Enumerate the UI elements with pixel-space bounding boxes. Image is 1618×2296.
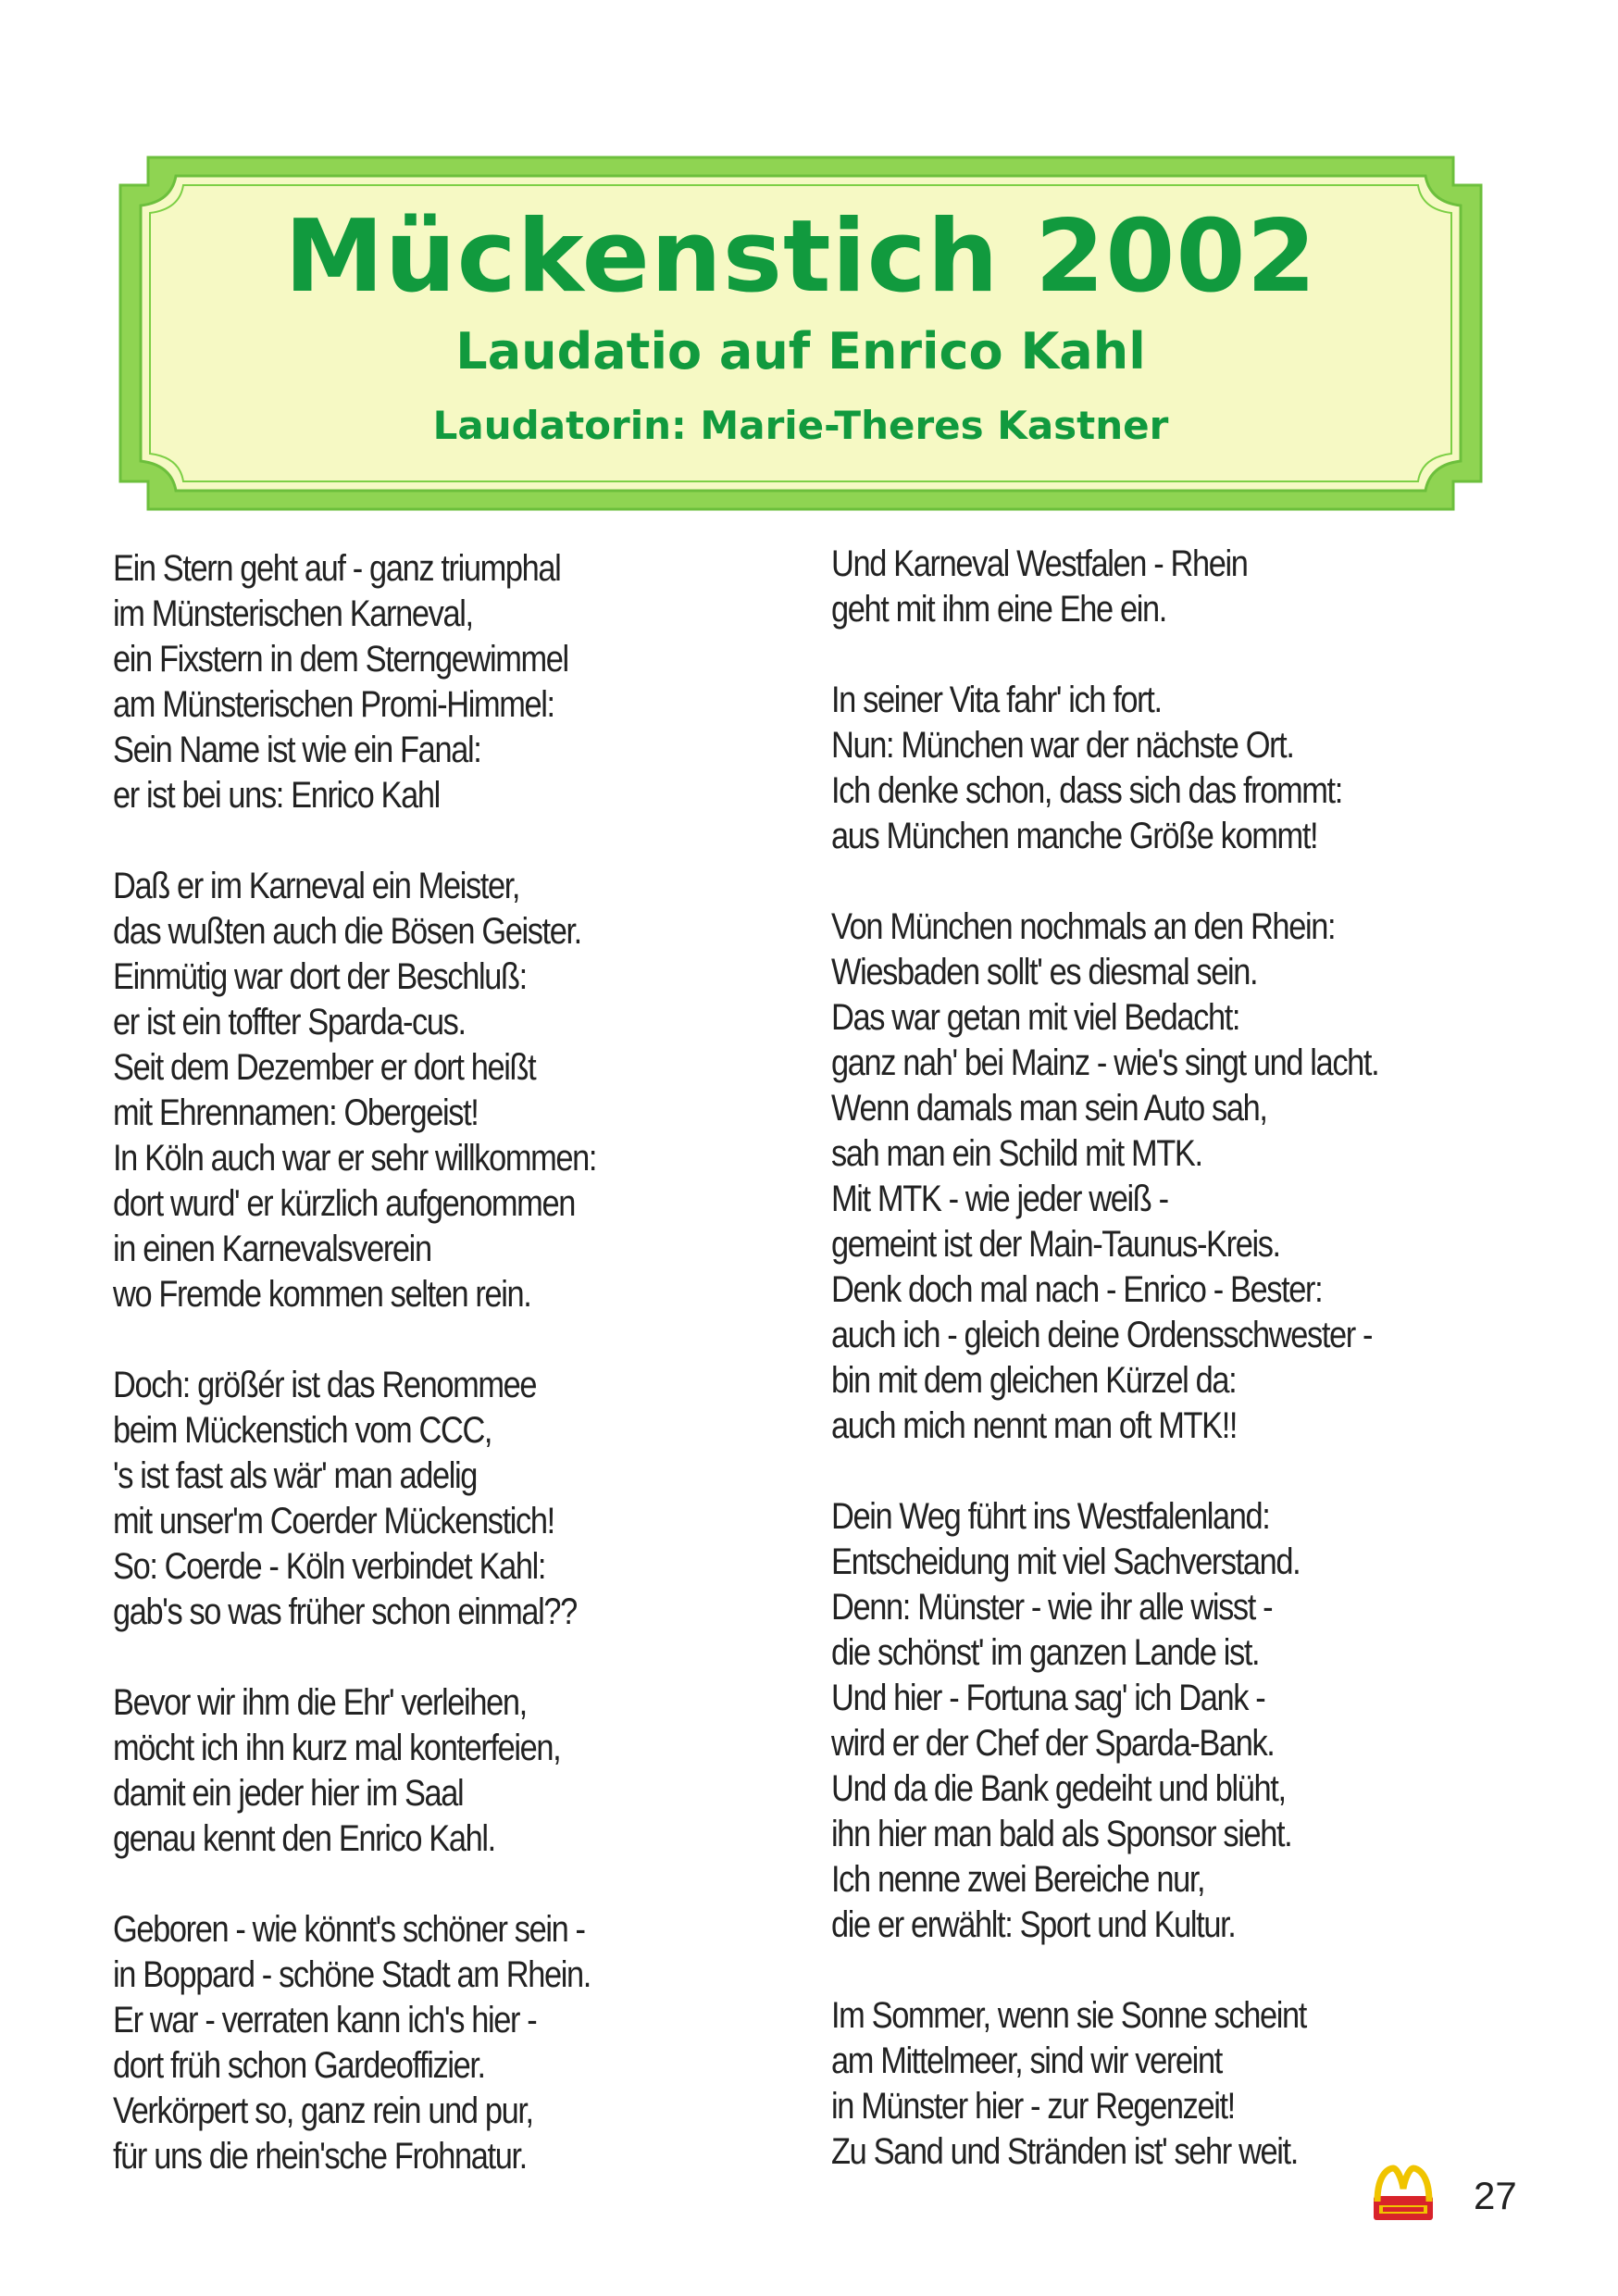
poem-line: Doch: größér ist das Renommee [113,1365,537,1405]
stanza [113,1363,765,1635]
poem-line: mit Ehrennamen: Obergeist! [113,1092,479,1133]
poem-line: Und da die Bank gedeiht und blüht, [831,1768,1286,1809]
poem-line: Entscheidung mit viel Sachverstand. [831,1541,1301,1582]
poem-line: er ist ein toffter Sparda-cus. [113,1002,466,1042]
poem-line: Das war getan mit viel Bedacht: [831,997,1240,1038]
poem-line: ihn hier man bald als Sponsor sieht. [831,1814,1292,1854]
page-number: 27 [1474,2174,1517,2217]
poem-line: Mit MTK - wie jeder weiß - [831,1179,1168,1219]
poem-line: Denn: Münster - wie ihr alle wisst - [831,1587,1273,1628]
poem-line: er ist bei uns: Enrico Kahl [113,775,440,816]
poem-line: das wußten auch die Bösen Geister. [113,911,581,952]
poem-line: beim Mückenstich vom CCC, [113,1410,492,1451]
poem-line: gab's so was früher schon einmal?? [113,1591,577,1632]
poem-line: aus München manche Größe kommt! [831,816,1318,856]
poem-line: Seit dem Dezember er dort heißt [113,1047,536,1088]
poem-line: Verkörpert so, ganz rein und pur, [113,2090,533,2131]
poem-line: Denk doch mal nach - Enrico - Bester: [831,1269,1323,1310]
stanza [113,1907,765,2179]
poem-line: wird er der Chef der Sparda-Bank. [831,1723,1275,1764]
stanza [831,678,1579,859]
poem-line: Und Karneval Westfalen - Rhein [831,543,1248,584]
poem-line: Sein Name ist wie ein Fanal: [113,730,481,770]
poem-line: Von München nochmals an den Rhein: [831,906,1336,947]
poem-line: ein Fixstern in dem Sterngewimmel [113,639,568,680]
stanza [113,546,765,818]
poem-line: in Boppard - schöne Stadt am Rhein. [113,1954,591,1995]
poem-line: dort wurd' er kürzlich aufgenommen [113,1183,575,1224]
poem-line: Er war - verraten kann ich's hier - [113,2000,537,2040]
poem-line: wo Fremde kommen selten rein. [113,1274,531,1315]
poem-left-column [113,546,765,2225]
poem-line: am Münsterischen Promi-Himmel: [113,684,554,725]
poem-line: Im Sommer, wenn sie Sonne scheint [831,1995,1306,2036]
poem-line: Bevor wir ihm die Ehr' verleihen, [113,1682,527,1723]
poem-right-column [831,542,1579,2220]
poem-line: Wiesbaden sollt' es diesmal sein. [831,952,1258,992]
stanza [831,1494,1579,1948]
poem-line: die er erwählt: Sport und Kultur. [831,1904,1236,1945]
poem-line: genau kennt den Enrico Kahl. [113,1818,495,1859]
poem-line: bin mit dem gleichen Kürzel da: [831,1360,1237,1401]
poem-line: Wenn damals man sein Auto sah, [831,1088,1267,1129]
poem-line: Zu Sand und Stränden ist' sehr weit. [831,2131,1298,2172]
poem-line: In Köln auch war er sehr willkommen: [113,1138,597,1179]
title-plaque [111,148,1490,518]
poem-line: ganz nah' bei Mainz - wie's singt und lacht. [831,1042,1379,1083]
poem-line: in einen Karnevalsverein [113,1229,431,1269]
poem-line: Ein Stern geht auf - ganz triumphal [113,548,561,589]
poem-line: am Mittelmeer, sind wir vereint [831,2040,1222,2081]
poem-line: sah man ein Schild mit MTK. [831,1133,1202,1174]
poem-line: dort früh schon Gardeoffizier. [113,2045,485,2086]
subtitle: Laudatio auf Enrico Kahl [455,322,1146,381]
poem-line: die schönst' im ganzen Lande ist. [831,1632,1260,1673]
poem-line: mit unser'm Coerder Mückenstich! [113,1501,554,1541]
stanza [831,905,1579,1449]
poem-line: im Münsterischen Karneval, [113,593,473,634]
poem-line: auch ich - gleich deine Ordensschwester - [831,1315,1373,1355]
stanza [831,542,1579,632]
poem-line: Nun: München war der nächste Ort. [831,725,1294,766]
poem-line: Daß er im Karneval ein Meister, [113,866,520,906]
mcdonalds-logo-icon [1372,2165,1435,2222]
poem-line: in Münster hier - zur Regenzeit! [831,2086,1235,2127]
stanza [113,1680,765,1862]
poem-line: 's ist fast als wär' man adelig [113,1455,478,1496]
poem-line: Geboren - wie könnt's schöner sein - [113,1909,585,1950]
poem-line: gemeint ist der Main-Taunus-Kreis. [831,1224,1280,1265]
poem-line: Ich denke schon, dass sich das frommt: [831,770,1342,811]
page-title: Mückenstich 2002 [284,199,1317,315]
poem-line: Dein Weg führt ins Westfalenland: [831,1496,1270,1537]
poem-line: So: Coerde - Köln verbindet Kahl: [113,1546,546,1587]
stanza [831,1993,1579,2175]
poem-line: Einmütig war dort der Beschluß: [113,956,527,997]
poem-line: damit ein jeder hier im Saal [113,1773,464,1814]
poem-line: Ich nenne zwei Bereiche nur, [831,1859,1205,1900]
poem-line: In seiner Vita fahr' ich fort. [831,680,1162,720]
poem-line: Und hier - Fortuna sag' ich Dank - [831,1678,1265,1718]
author-line: Laudatorin: Marie-Theres Kastner [432,403,1169,448]
stanza [113,864,765,1317]
poem-line: für uns die rhein'sche Frohnatur. [113,2136,527,2177]
poem-line: möcht ich ihn kurz mal konterfeien, [113,1728,561,1768]
poem-line: geht mit ihm eine Ehe ein. [831,589,1166,630]
poem-line: auch mich nennt man oft MTK!! [831,1405,1238,1446]
